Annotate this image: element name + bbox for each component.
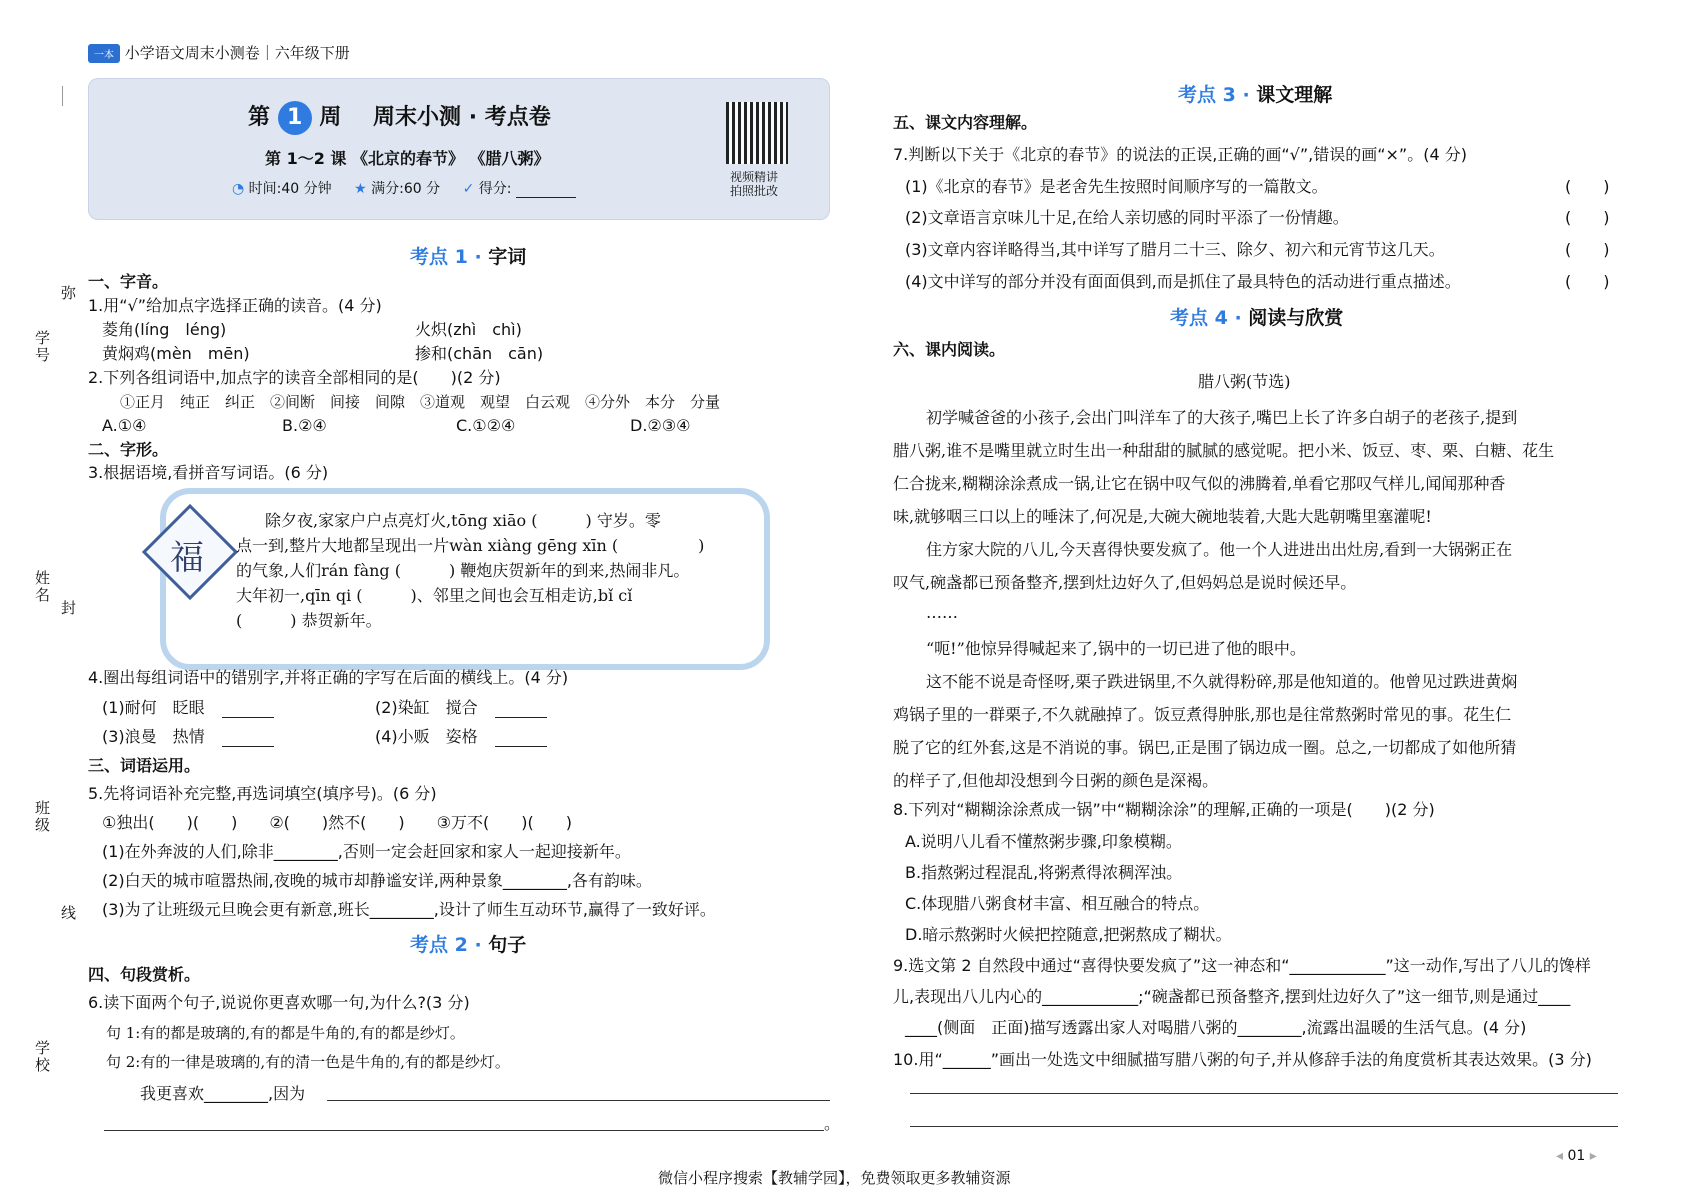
check-icon: ✓ <box>462 181 475 197</box>
q7-item-2: (2)文章语言京味儿十足,在给人亲切感的同时平添了一份情趣。 <box>905 208 1349 227</box>
passage-line-10: 脱了它的红外套,这是不消说的事。锅巴,正是围了锅边成一圈。总之,一切都成了如他所猜 <box>893 738 1517 757</box>
q4-1 <box>102 698 274 718</box>
part-3: 三、词语运用。 <box>88 756 201 775</box>
q2-choice-c[interactable]: C.①②④ <box>456 416 516 435</box>
q5-2[interactable]: (2)白天的城市喧嚣热闹,夜晚的城市却静谧安详,两种景象________,各有韵味。 <box>102 871 652 890</box>
q7-answer-1[interactable]: ( ) <box>1565 177 1610 196</box>
passage-line-2: 腊八粥,谁不是嘴里就立时生出一种甜甜的腻腻的感觉呢。把小米、饭豆、枣、栗、白糖、花生 <box>893 441 1555 460</box>
q5-1[interactable]: (1)在外奔波的人们,除非________,否则一定会赶回家和家人一起迎接新年。 <box>102 842 631 861</box>
q8: 8.下列对“糊糊涂涂煮成一锅”中“糊糊涂涂”的理解,正确的一项是( )(2 分) <box>893 800 1435 819</box>
star-icon: ★ <box>354 181 367 197</box>
q1: 1.用“√”给加点字选择正确的读音。(4 分) <box>88 296 382 315</box>
week-prefix: 第 <box>248 105 271 130</box>
section-3-name: 课文理解 <box>1256 84 1333 106</box>
passage-line-11: 的样子了,但他却没想到今日粥的颜色是深褐。 <box>893 771 1219 790</box>
q4-3-blank[interactable] <box>222 730 274 747</box>
q7-answer-2[interactable]: ( ) <box>1565 208 1610 227</box>
section-3-label: 考点 3 · <box>1178 84 1250 106</box>
section-2-label: 考点 2 · <box>410 934 482 956</box>
section-4-title <box>1170 303 1343 330</box>
section-4-label: 考点 4 · <box>1170 307 1242 329</box>
section-1-name: 字词 <box>488 246 527 268</box>
passage-line-7: “呃!”他惊异得喊起来了,锅中的一切已进了他的眼中。 <box>926 639 1306 658</box>
passage-line-1: 初学喊爸爸的小孩子,会出门叫洋车了的大孩子,嘴巴上长了许多白胡子的老孩子,提到 <box>926 408 1518 427</box>
q4-2 <box>375 698 547 718</box>
q2-options: ①正月 纯正 纠正 ②间断 间接 间隙 ③道观 观望 白云观 ④分外 本分 分量 <box>120 393 721 411</box>
q2-choice-a[interactable]: A.①④ <box>102 416 147 435</box>
q3-line-2: 点一到,整片大地都呈现出一片wàn xiàng gēng xīn ( ) <box>236 536 705 555</box>
score-text: 得分: <box>478 181 512 197</box>
q6: 6.读下面两个句子,说说你更喜欢哪一句,为什么?(3 分) <box>88 993 470 1012</box>
q3-line-1: 除夕夜,家家户户点亮灯火,tōng xiāo ( ) 守岁。零 <box>265 511 661 530</box>
q10: 10.用“______”画出一处选文中细腻描写腊八粥的句子,并从修辞手法的角度赏析其表达效果。(3 分) <box>893 1050 1592 1069</box>
section-3-title <box>1178 80 1332 107</box>
q4-2-text: (2)染缸 搅合 <box>375 698 478 717</box>
week-title <box>248 100 551 135</box>
q1-c[interactable]: 黄焖鸡(mèn mēn) <box>102 344 250 363</box>
q7-item-3: (3)文章内容详略得当,其中详写了腊月二十三、除夕、初六和元宵节这几天。 <box>905 240 1445 259</box>
q5-3[interactable]: (3)为了让班级元旦晚会更有新意,班长________,设计了师生互动环节,赢得了一致好评。 <box>102 900 716 919</box>
qr-caption <box>730 170 778 198</box>
passage-line-8: 这不能不说是奇怪呀,栗子跌进锅里,不久就得粉碎,那是他知道的。他曾见过跌进黄焖 <box>926 672 1518 691</box>
prev-arrow-icon: ◂ <box>1556 1148 1564 1164</box>
q4-1-blank[interactable] <box>222 701 274 718</box>
qr-caption-1: 视频精讲 <box>730 170 779 184</box>
q4-4 <box>375 727 547 747</box>
q10-answer-line-2[interactable] <box>910 1126 1618 1127</box>
score-blank[interactable] <box>516 181 576 198</box>
q2-choice-b[interactable]: B.②④ <box>282 416 327 435</box>
side-mi: 弥 <box>59 285 77 302</box>
q6-sentence-2: 句 2:有的一律是玻璃的,有的清一色是牛角的,有的都是纱灯。 <box>106 1053 510 1071</box>
q4-3-text: (3)浪曼 热情 <box>102 727 205 746</box>
side-banji: 班级 <box>33 800 51 834</box>
part-6: 六、课内阅读。 <box>893 340 1006 359</box>
q8-choice-b[interactable]: B.指熬粥过程混乱,将粥煮得浓稠浑浊。 <box>905 863 1183 882</box>
q4: 4.圈出每组词语中的错别字,并将正确的字写在后面的横线上。(4 分) <box>88 668 569 687</box>
q1-d[interactable]: 掺和(chān cān) <box>415 344 544 363</box>
q4-4-text: (4)小贩 姿格 <box>375 727 478 746</box>
passage-line-9: 鸡锅子里的一群栗子,不久就融掉了。饭豆煮得肿胀,那也是往常熬粥时常见的事。花生仁 <box>893 705 1512 724</box>
passage-line-5: 住方家大院的八儿,今天喜得快要发疯了。他一个人进进出出灶房,看到一大锅粥正在 <box>926 540 1513 559</box>
full-score-text: 满分:60 分 <box>371 181 441 197</box>
section-2-title <box>410 930 526 957</box>
section-4-name: 阅读与欣赏 <box>1248 307 1344 329</box>
fu-char: 福 <box>170 538 204 578</box>
q5-words[interactable]: ①独出( )( ) ②( )然不( ) ③万不( )( ) <box>102 813 572 832</box>
part-1: 一、字音。 <box>88 272 169 291</box>
section-2-name: 句子 <box>488 934 527 956</box>
q6-answer-prompt: 我更喜欢________,因为 <box>140 1084 306 1103</box>
passage-line-6: 叹气,碗盏都已预备整齐,摆到灶边好久了,但妈妈总是说时候还早。 <box>893 573 1357 592</box>
q8-choice-d[interactable]: D.暗示熬粥时火候把控随意,把粥熬成了糊状。 <box>905 925 1232 944</box>
q3-line-5: ( ) 恭贺新年。 <box>236 611 382 630</box>
top-bar <box>88 42 350 63</box>
next-arrow-icon: ▸ <box>1589 1148 1597 1164</box>
side-feng: 封 <box>59 600 77 617</box>
q9-line-1[interactable]: 9.选文第 2 自然段中通过“喜得快要发疯了”这一神态和“____________”这一动作,写出了八儿的馋样 <box>893 956 1591 975</box>
q4-4-blank[interactable] <box>495 730 547 747</box>
q3: 3.根据语境,看拼音写词语。(6 分) <box>88 463 329 482</box>
week-suffix: 周 <box>319 105 342 130</box>
q7-item-1: (1)《北京的春节》是老舍先生按照时间顺序写的一篇散文。 <box>905 177 1328 196</box>
time-text: 时间:40 分钟 <box>248 181 332 197</box>
q7-answer-4[interactable]: ( ) <box>1565 272 1610 291</box>
book-title: 小学语文周末小测卷｜六年级下册 <box>124 44 350 62</box>
q1-a[interactable]: 菱角(líng léng) <box>102 320 227 339</box>
q6-answer-line-2[interactable] <box>104 1130 824 1131</box>
q4-2-blank[interactable] <box>495 701 547 718</box>
q7-answer-3[interactable]: ( ) <box>1565 240 1610 259</box>
passage-title: 腊八粥(节选) <box>1198 372 1291 391</box>
q9-line-2[interactable]: 儿,表现出八儿内心的____________;“碗盏都已预备整齐,摆到灶边好久了”这一细节,则是通过____ <box>893 987 1571 1006</box>
lesson-line: 第 1～2 课 《北京的春节》 《腊八粥》 <box>265 149 550 168</box>
q8-choice-a[interactable]: A.说明八儿看不懂熬粥步骤,印象模糊。 <box>905 832 1182 851</box>
page-number-text: 01 <box>1567 1148 1586 1164</box>
q2-choice-d[interactable]: D.②③④ <box>630 416 691 435</box>
q6-answer-line-1[interactable] <box>327 1100 830 1101</box>
q4-1-text: (1)耐何 眨眼 <box>102 698 205 717</box>
part-2: 二、字形。 <box>88 440 169 459</box>
clock-icon: ◔ <box>232 181 245 197</box>
q10-answer-line-1[interactable] <box>910 1093 1618 1094</box>
footer-note: 微信小程序搜索【教辅学园】，免费领取更多教辅资源 <box>658 1169 1011 1187</box>
q8-choice-c[interactable]: C.体现腊八粥食材丰富、相互融合的特点。 <box>905 894 1210 913</box>
side-xuexiao: 学校 <box>33 1040 51 1074</box>
q7: 7.判断以下关于《北京的春节》的说法的正误,正确的画“√”,错误的画“×”。(4 分) <box>893 145 1467 164</box>
paper-title: 周末小测 · 考点卷 <box>373 105 551 130</box>
q4-3 <box>102 727 274 747</box>
passage-line-3: 仁合拢来,糊糊涂涂煮成一锅,让它在锅中叹气似的沸腾着,单看它那叹气样儿,闻闻那种香 <box>893 474 1506 493</box>
part-5: 五、课文内容理解。 <box>893 113 1038 132</box>
side-xingming: 姓名 <box>33 570 51 604</box>
brand-logo: 一本 <box>88 44 120 63</box>
passage-ellipsis: …… <box>926 603 958 622</box>
side-xuehao: 学号 <box>33 330 51 364</box>
q9-line-3[interactable]: ____(侧面 正面)描写透露出家人对喝腊八粥的________,流露出温暖的生活气息。(4 分) <box>905 1018 1527 1037</box>
q7-item-4: (4)文中详写的部分并没有面面俱到,而是抓住了最具特色的活动进行重点描述。 <box>905 272 1461 291</box>
section-1-title <box>410 242 526 269</box>
qr-code[interactable] <box>726 102 788 164</box>
q3-line-4: 大年初一,qīn qi ( )、邻里之间也会互相走访,bǐ cǐ <box>236 586 633 605</box>
page-number <box>1556 1148 1597 1164</box>
part-4: 四、句段赏析。 <box>88 965 201 984</box>
q1-b[interactable]: 火炽(zhì chì) <box>415 320 522 339</box>
q5: 5.先将词语补充完整,再选词填空(填序号)。(6 分) <box>88 784 437 803</box>
side-xian: 线 <box>59 905 77 922</box>
passage-line-4: 味,就够咽三口以上的唾沫了,何况是,大碗大碗地装着,大匙大匙朝嘴里塞灌呢! <box>893 507 1432 526</box>
meta-line <box>232 178 576 198</box>
q6-sentence-1: 句 1:有的都是玻璃的,有的都是牛角的,有的都是纱灯。 <box>106 1024 465 1042</box>
week-number-badge: 1 <box>278 101 312 135</box>
q6-period: 。 <box>824 1114 841 1133</box>
qr-caption-2: 拍照批改 <box>730 184 779 198</box>
q2: 2.下列各组词语中,加点字的读音全部相同的是( )(2 分) <box>88 368 501 387</box>
section-1-label: 考点 1 · <box>410 246 482 268</box>
top-divider <box>62 86 63 106</box>
q3-line-3: 的气象,人们rán fàng ( ) 鞭炮庆贺新年的到来,热闹非凡。 <box>236 561 690 580</box>
